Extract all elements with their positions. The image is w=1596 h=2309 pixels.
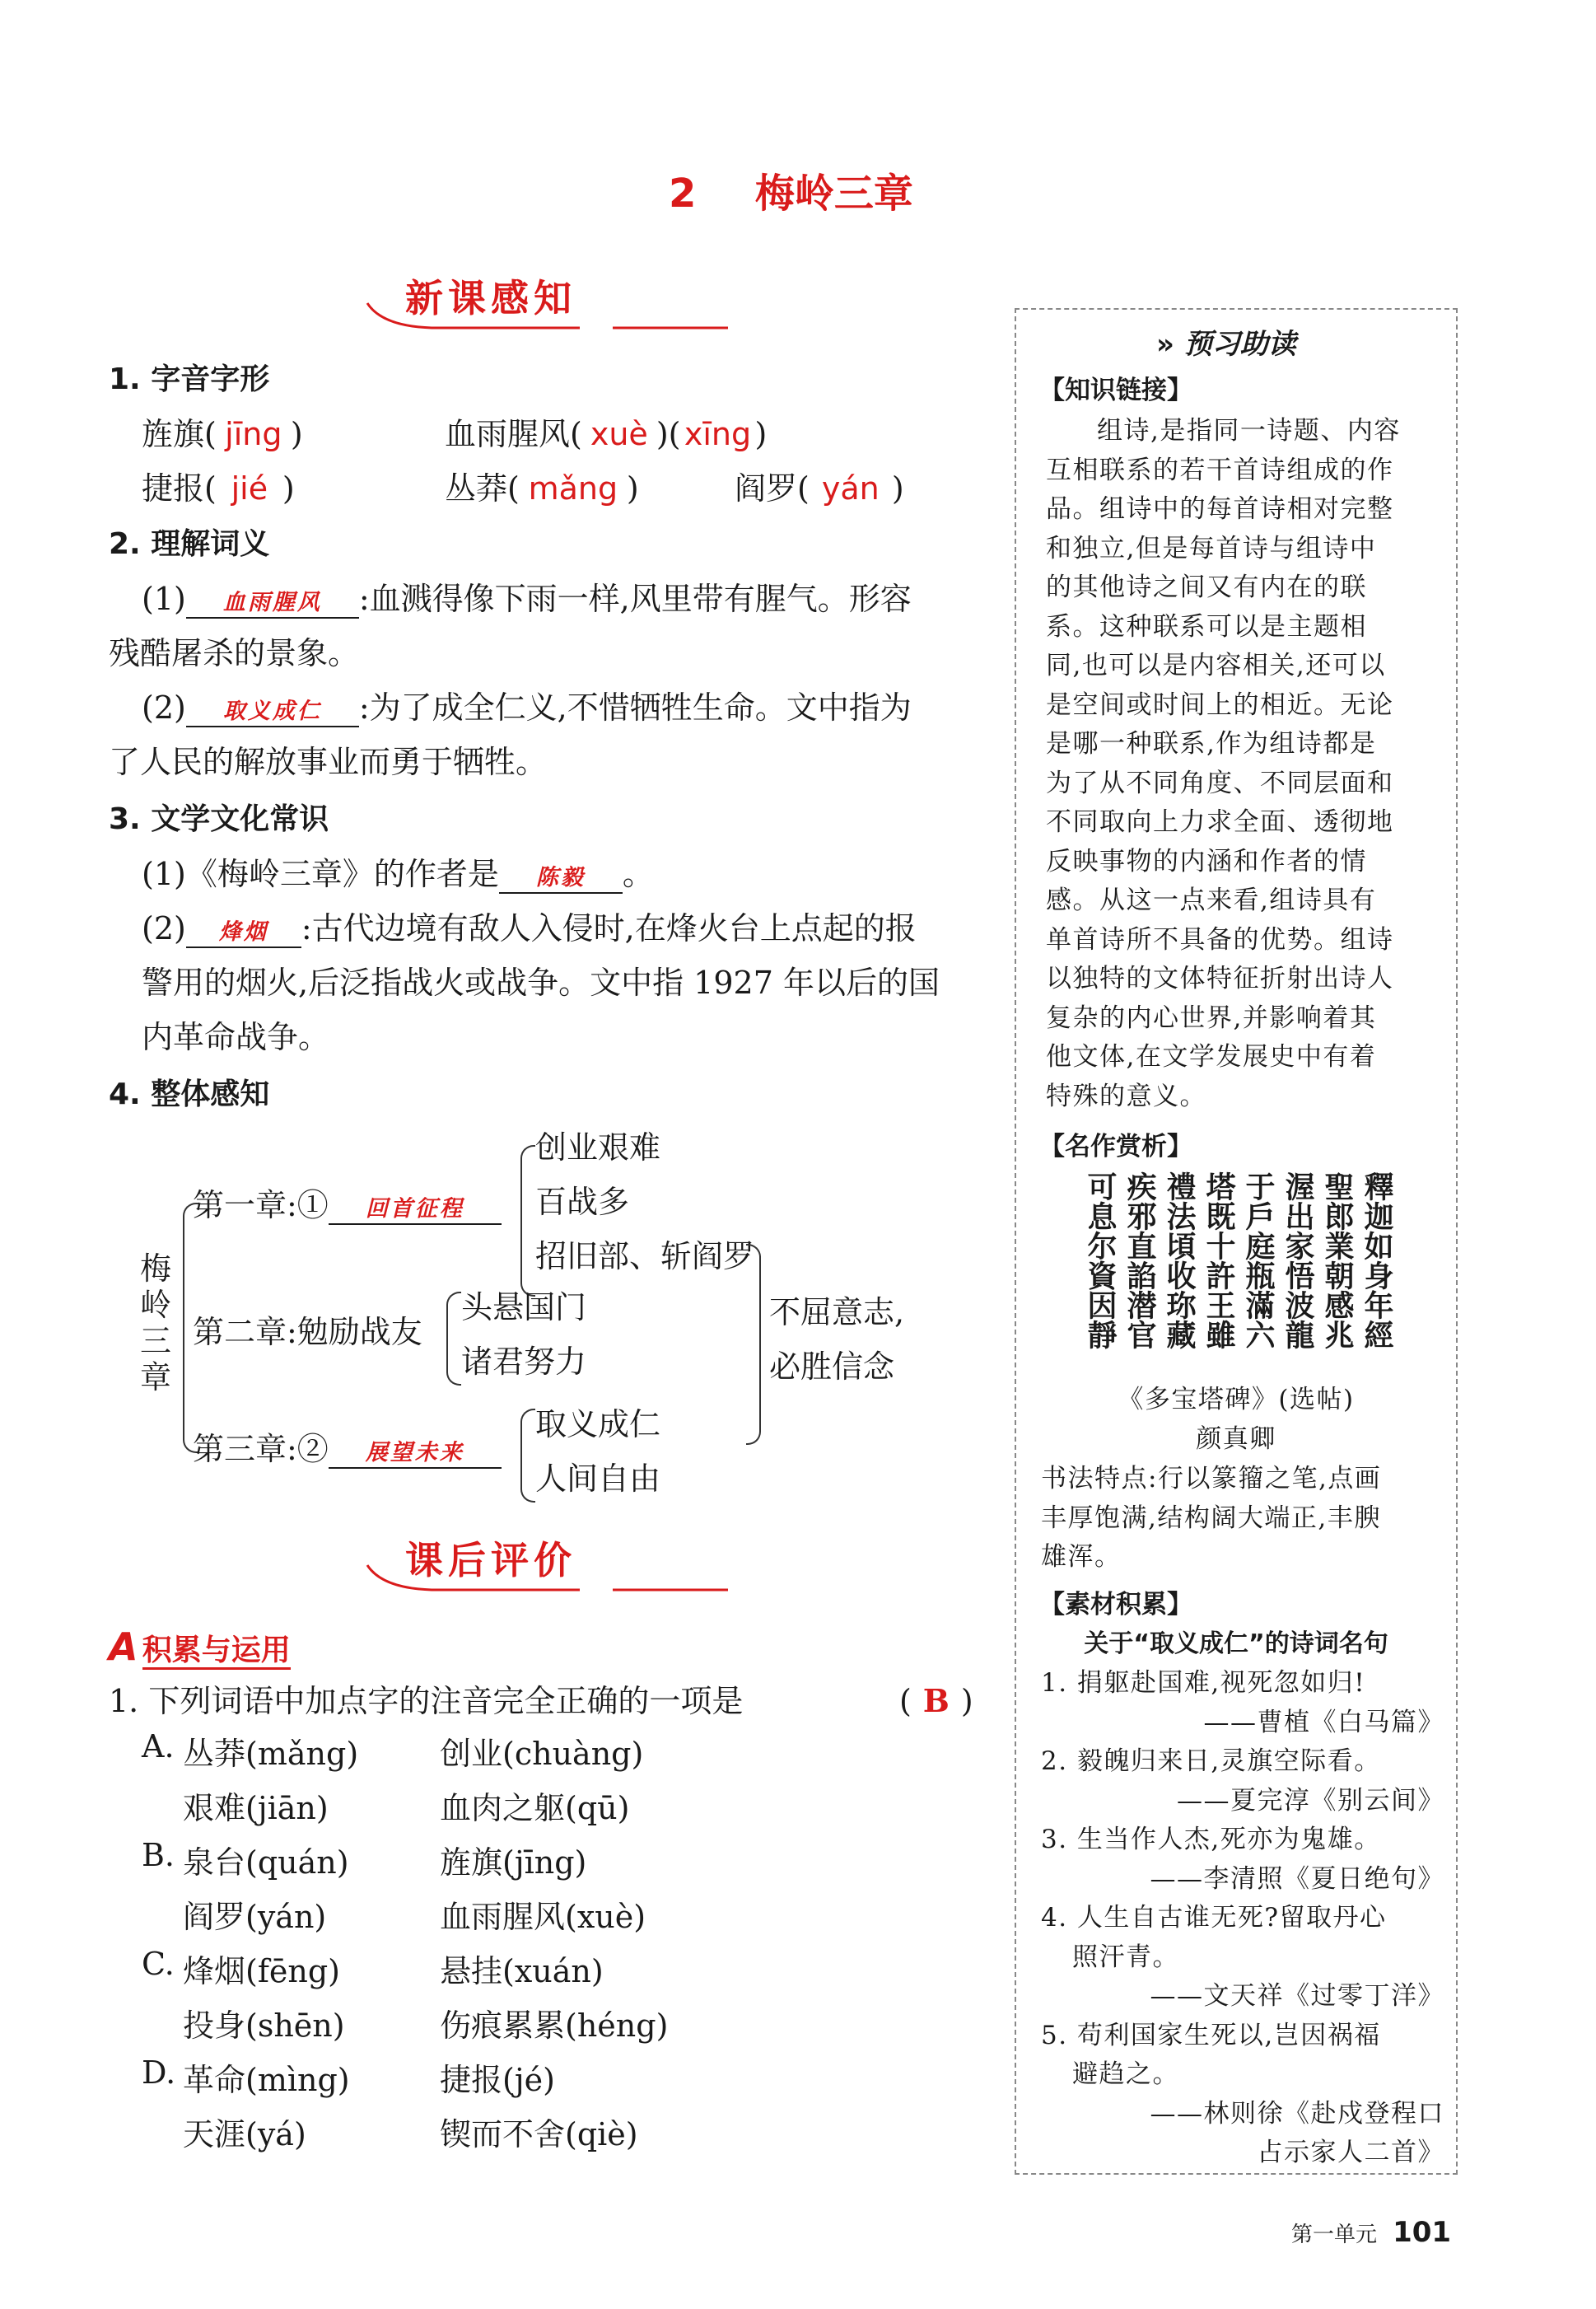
section-heading-pronunciation: 1. 字音字形 <box>109 362 270 396</box>
quote: 2. 毅魄归来日,灵旗空际看。 <box>1041 1746 1381 1776</box>
answer-blank: 回首征程 <box>329 1198 502 1225</box>
option-word: 血肉之躯(qū) <box>440 1790 630 1826</box>
section-heading-literature: 3. 文学文化常识 <box>109 802 329 836</box>
item-number: (1) <box>142 581 186 617</box>
bracket-left: ( <box>899 1683 912 1719</box>
chapter-label: 第三章:② <box>193 1431 329 1467</box>
note-line: 雄浑。 <box>1041 1542 1122 1572</box>
chapter-1 <box>193 1178 502 1232</box>
word: 旌旗 <box>142 416 205 452</box>
after-class-banner <box>366 1531 744 1596</box>
knowledge-line: 是哪一种联系,作为组诗都是 <box>1046 729 1377 759</box>
calligraphy-image <box>1082 1171 1395 1377</box>
ch2-item: 诸君努力 <box>461 1344 587 1380</box>
vocab-item <box>142 680 912 735</box>
knowledge-line: 为了从不同角度、不同层面和 <box>1046 768 1394 798</box>
knowledge-line: 品。组诗中的每首诗相对完整 <box>1046 494 1394 524</box>
knowledge-text <box>1046 412 1441 1116</box>
section-heading-vocab: 2. 理解词义 <box>109 527 270 561</box>
literature-item <box>142 901 917 956</box>
option-word: 捷报(jé) <box>440 2062 555 2098</box>
answer-blank: 烽烟 <box>186 921 301 948</box>
chapter-label: 第一章:① <box>193 1187 329 1223</box>
calligraphy-note <box>1041 1460 1444 1578</box>
word: 丛莽 <box>445 470 508 507</box>
vocab-item <box>142 572 912 626</box>
word-item: 阎罗( yán ) <box>735 461 904 516</box>
option-word: 伤痕累累(héng) <box>440 2008 669 2044</box>
bracket-right: ) <box>960 1683 973 1719</box>
option-word: 泉台(quán) <box>183 1844 349 1881</box>
section-heading-overview: 4. 整体感知 <box>109 1077 270 1111</box>
quote: 4. 人生自古谁无死?留取丹心 <box>1041 1903 1387 1933</box>
option-word: 悬挂(xuán) <box>440 1953 604 1989</box>
option-label: B. <box>142 1837 175 1873</box>
option-word: 创业(chuàng) <box>440 1736 644 1772</box>
ch1-item: 百战多 <box>535 1184 630 1220</box>
option-word: 旌旗(jīng) <box>440 1844 587 1881</box>
knowledge-line: 特殊的意义。 <box>1046 1081 1206 1111</box>
question-text: (1)《梅岭三章》的作者是 <box>142 856 499 892</box>
word-item: 捷报( jié ) <box>142 461 295 516</box>
ch1-item: 招旧部、斩阎罗 <box>535 1238 755 1274</box>
chapter-3 <box>193 1422 502 1476</box>
summary-line: 不屈意志, <box>769 1294 905 1330</box>
sidebar-title-text: 预习助读 <box>1183 328 1296 361</box>
quote-source: 占示家人二首》 <box>1257 2138 1444 2167</box>
banner-label: 课后评价 <box>405 1538 576 1582</box>
answer-blank: 取义成仁 <box>186 700 359 727</box>
definition-cont: 内革命战争。 <box>142 1019 330 1055</box>
material-title: 关于“取义成仁”的诗词名句 <box>1084 1629 1388 1658</box>
knowledge-line: 互相联系的若干首诗组成的作 <box>1046 455 1394 485</box>
diagram-root: 梅岭三章 <box>140 1250 172 1395</box>
answer-choice: B <box>922 1682 950 1719</box>
answer-blank: 血雨腥风 <box>186 591 359 619</box>
option-word: 阎罗(yán) <box>183 1899 327 1935</box>
quote-list <box>1041 1664 1444 2173</box>
knowledge-line: 他文体,在文学发展史中有着 <box>1046 1042 1377 1072</box>
calligraphy-column: 釋迦如身年經 <box>1360 1171 1394 1349</box>
page-footer <box>1291 2216 1451 2249</box>
option-word: 烽烟(fēng) <box>183 1953 341 1989</box>
page-title <box>669 161 913 218</box>
knowledge-line: 单首诗所不具备的优势。组诗 <box>1046 924 1394 955</box>
definition-cont: 了人民的解放事业而勇于牺牲。 <box>109 744 548 780</box>
quote-source: ——曹植《白马篇》 <box>1203 1707 1444 1737</box>
brace-ch3 <box>520 1409 535 1503</box>
word-item: 血雨腥风( xuè )( xīng ) <box>445 407 767 461</box>
page-number: 101 <box>1393 2216 1452 2249</box>
answer-blank: 陈毅 <box>499 867 623 894</box>
knowledge-line: 同,也可以是内容相关,还可以 <box>1046 651 1386 680</box>
pinyin-answer: xīng <box>684 416 752 452</box>
knowledge-line: 和独立,但是每首诗与组诗中 <box>1046 533 1377 563</box>
material-heading: 【素材积累】 <box>1039 1590 1192 1620</box>
calligraphy-column: 渥出家悟波龍 <box>1281 1171 1315 1349</box>
pinyin-answer: jīng <box>225 416 282 452</box>
knowledge-line: 以独特的文体特征折射出诗人 <box>1046 964 1394 993</box>
word-item: 旌旗( jīng ) <box>142 407 303 461</box>
calligraphy-caption: 《多宝塔碑》(选帖) <box>1118 1385 1355 1414</box>
knowledge-line: 复杂的内心世界,并影响着其 <box>1046 1003 1377 1033</box>
option-word: 投身(shēn) <box>183 2008 345 2044</box>
brace-summary <box>746 1244 761 1445</box>
definition: :古代边境有敌人入侵时,在烽火台上点起的报 <box>301 910 917 947</box>
sidebar-title <box>1156 321 1296 362</box>
knowledge-heading: 【知识链接】 <box>1039 376 1192 405</box>
knowledge-line: 组诗,是指同一诗题、内容 <box>1097 416 1401 446</box>
calligraphy-column: 疾邪直諂潜官 <box>1122 1171 1157 1349</box>
option-word: 革命(mìng) <box>183 2062 350 2098</box>
lesson-title: 梅岭三章 <box>754 171 913 217</box>
preview-sidebar <box>1015 308 1458 2175</box>
answer-blank: 展望未来 <box>329 1442 502 1469</box>
chapter-2: 第二章:勉励战友 <box>193 1314 422 1350</box>
note-line: 书法特点:行以篆籀之笔,点画 <box>1041 1464 1382 1493</box>
definition: :血溅得像下雨一样,风里带有腥气。形容 <box>358 581 912 617</box>
structure-diagram <box>132 1120 922 1516</box>
option-word: 艰难(jiān) <box>183 1790 329 1826</box>
definition-cont: 残酷屠杀的景象。 <box>109 635 360 671</box>
quote: 5. 苟利国家生死以,岂因祸福 <box>1041 2020 1381 2050</box>
definition: :为了成全仁义,不惜牺牲生命。文中指为 <box>358 689 912 726</box>
quote-source: ——夏完淳《别云间》 <box>1177 1785 1444 1816</box>
double-chevron-icon: » <box>1156 328 1174 361</box>
masterpiece-heading: 【名作赏析】 <box>1039 1132 1192 1162</box>
calligraphy-column: 禮法頃收珎藏 <box>1162 1171 1197 1349</box>
calligraphy-author: 颜真卿 <box>1196 1424 1276 1454</box>
option-label: D. <box>142 2054 176 2091</box>
knowledge-line: 的其他诗之间又有内在的联 <box>1046 573 1367 602</box>
part-a-title: 积累与运用 <box>142 1634 291 1670</box>
question-1-stem: 1. 下列词语中加点字的注音完全正确的一项是 <box>109 1683 744 1719</box>
ch2-item: 头悬国门 <box>461 1289 587 1325</box>
ch3-item: 人间自由 <box>535 1461 661 1497</box>
calligraphy-column: 于戶庭瓶滿六 <box>1241 1171 1276 1349</box>
lesson-number: 2 <box>669 171 697 217</box>
quote: 3. 生当作人杰,死亦为鬼雄。 <box>1041 1825 1381 1854</box>
punct: 。 <box>622 856 654 892</box>
knowledge-line: 是空间或时间上的相近。无论 <box>1046 689 1394 720</box>
new-lesson-banner <box>366 269 744 334</box>
note-line: 丰厚饱满,结构阔大端正,丰腴 <box>1041 1503 1381 1533</box>
pinyin-answer: jié <box>231 470 268 507</box>
calligraphy-column: 可息尔資因靜 <box>1083 1171 1118 1349</box>
footer-unit: 第一单元 <box>1291 2223 1378 2247</box>
knowledge-line: 反映事物的内涵和作者的情 <box>1046 846 1367 876</box>
calligraphy-column: 塔既十許王雖 <box>1202 1171 1236 1349</box>
definition-cont: 警用的烟火,后泛指战火或战争。文中指 1927 年以后的国 <box>142 965 940 1001</box>
word-item: 丛莽( mǎng ) <box>445 461 639 516</box>
banner-label: 新课感知 <box>405 276 576 320</box>
quote-source: ——李清照《夏日绝句》 <box>1150 1863 1444 1894</box>
item-number: (2) <box>142 910 186 947</box>
summary-line: 必胜信念 <box>769 1348 895 1385</box>
brace-ch1 <box>520 1145 535 1297</box>
quote: 避趋之。 <box>1072 2059 1179 2089</box>
word: 血雨腥风 <box>445 416 571 452</box>
quote-source: ——林则徐《赴戍登程口 <box>1150 2098 1444 2129</box>
word: 捷报 <box>142 470 205 507</box>
brace-ch2 <box>446 1292 461 1386</box>
item-number: (2) <box>142 689 186 726</box>
pinyin-answer: mǎng <box>528 470 618 507</box>
option-word: 血雨腥风(xuè) <box>440 1899 646 1935</box>
literature-item <box>142 847 654 901</box>
option-label: C. <box>142 1946 175 1982</box>
part-a-heading <box>109 1624 291 1669</box>
pinyin-answer: xuè <box>590 416 648 452</box>
knowledge-line: 系。这种联系可以是主题相 <box>1046 611 1367 642</box>
quote-source: ——文天祥《过零丁洋》 <box>1150 1981 1444 2011</box>
ch3-item: 取义成仁 <box>535 1406 661 1442</box>
ch1-item: 创业艰难 <box>535 1129 661 1166</box>
option-label: A. <box>142 1728 175 1764</box>
word: 阎罗 <box>735 470 798 507</box>
part-a-badge: A <box>109 1624 138 1669</box>
option-word: 丛莽(mǎng) <box>183 1736 359 1772</box>
calligraphy-column: 聖郎業朝感兆 <box>1320 1171 1355 1349</box>
quote: 1. 捐躯赴国难,视死忽如归! <box>1041 1668 1366 1698</box>
pinyin-answer: yán <box>821 470 880 507</box>
quote: 照汗青。 <box>1072 1942 1179 1972</box>
option-word: 锲而不舍(qiè) <box>440 2116 638 2152</box>
knowledge-line: 感。从这一点来看,组诗具有 <box>1046 886 1377 915</box>
knowledge-line: 不同取向上力求全面、透彻地 <box>1046 807 1394 837</box>
option-word: 天涯(yá) <box>183 2116 306 2152</box>
answer-bracket <box>899 1674 973 1728</box>
